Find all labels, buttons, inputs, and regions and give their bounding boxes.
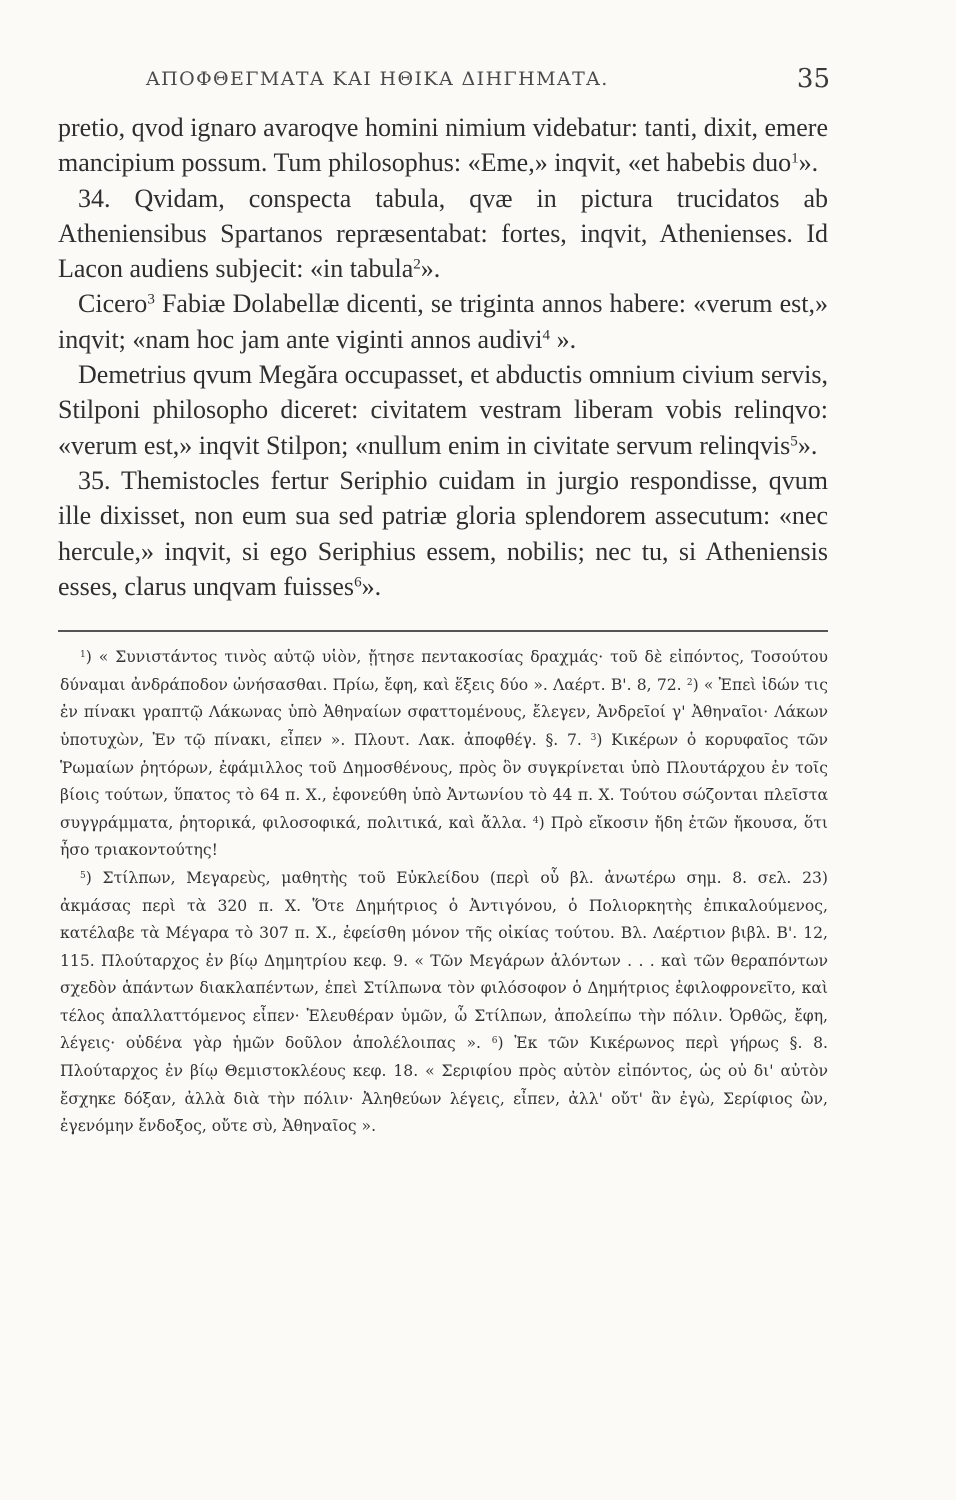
footnote-divider (58, 630, 828, 632)
footnote-5: $^5$) Στίλπων, Μεγαρεὺς, μαθητὴς τοῦ Εὐκλείδου (περὶ οὗ βλ. ἀνωτέρω σημ. 8. σελ. 23) ἀκμάσας περὶ τὰ 320 π. Χ. Ὅτε Δημήτριος ὁ Ἀντιγόνου, ὁ Πολιορκητὴς ἐπικαλούμενος, κατέλαβε τὰ Μέγαρα τὸ 307 π. Χ., ἐφείσθη μόνον τῆς οἰκίας τούτου. Βλ. Λαέρτιον βιβλ. Β'. 12, 115. Πλούταρχος ἐν βίῳ Δημητρίου κεφ. 9. « Τῶν Μεγάρων ἁλόντων . . . καὶ τῶν θεραπόντων σχεδὸν ἁπάντων διακλαπέντων, ἐπεὶ Στίλπωνα τὸν φιλόσοφον ὁ Δημήτριος ἐφιλοφρονεῖτο, καὶ τέλος ἀπαλλαττόμενος εἶπεν· Ἐλευθέραν ὑμῶν, ὦ Στίλπων, ἀπολείπω τὴν πόλιν. Ὀρθῶς, ἔφη, λέγεις· οὐδένα γὰρ ἡμῶν δοῦλον ἀπολέλοιπας ». $^6$) Ἐκ τῶν Κικέρωνος περὶ γήρως §. 8. Πλούταρχος ἐν βίῳ Θεμιστοκλέους κεφ. 18. « Σεριφίου πρὸς αὐτὸν εἰπόντος, ὡς οὐ δι' αὐτὸν ἔσχηκε δόξαν, ἀλλὰ διὰ τὴν πόλιν· Ἀληθεύων λέγεις, εἶπεν, ἀλλ' οὔτ' ἂν ἐγὼ, Σερίφιος ὢν, ἐγενόμην ἔνδοξος, οὔτε σὺ, Ἀθηναῖος ». (60, 868, 828, 1136)
paragraph-end: ». (550, 324, 577, 354)
page-header (58, 64, 830, 108)
footnote-marker: 4 (532, 815, 539, 826)
paragraph-text: 34. Qvidam, conspecta tabula, qvæ in pictura trucidatos ab Atheniensibus Spartanos repræsentabat: fortes, inqvit, Athenienses. Id Lacon audiens subjecit: «in tabula (58, 183, 828, 284)
paragraph-end: ». (420, 254, 441, 284)
paragraph-cicero (58, 286, 828, 357)
footnotes (60, 644, 828, 1141)
paragraph-text: pretio, qvod ignaro avaroqve homini nimium videbatur: tanti, dixit, emere mancipium possum. Tum philosophus: «Eme,» inqvit, «et habebis duo (58, 113, 828, 178)
footnote-1: $^1$) « Συνιστάντος τινὸς αὐτῷ υἱὸν, ᾔτησε πεντακοσίας δραχμάς· τοῦ δὲ εἰπόντος, Τοσούτου δύναμαι ἀνδράποδον ὠνήσασθαι. Πρίω, ἔφη, καὶ ἕξεις δύο ». Λαέρτ. Β'. 8, 72. $^2$) « Ἐπεὶ ἰδών τις ἐν πίνακι γραπτῷ Λάκωνας ὑπὸ Ἀθηναίων σφαττομένους, ἔλεγεν, Ἀνδρεῖοί γ' Ἀθηναῖοι· Λάκων ὑποτυχὼν, Ἐν τῷ πίνακι, εἶπεν ». Πλουτ. Λακ. ἀποφθέγ. §. 7. $^3$) Κικέρων ὁ κορυφαῖος τῶν Ῥωμαίων ῥητόρων, ἐφάμιλλος τοῦ Δημοσθένους, πρὸς ὃν συγκρίνεται ὑπὸ Πλουτάρχου ἐν τοῖς βίοις τούτων, ὕπατος τὸ 64 π. Χ., ἐφονεύθη ὑπὸ Ἀντωνίου τὸ 44 π. Χ. Τούτου σώζονται πλεῖστα συγγράμματα, ῥητορικά, φιλοσοφικά, πολιτικά, καὶ ἄλλα. $^4$) Πρὸ εἴκοσιν ἤδη ἐτῶν ἤκουσα, ὅτι ἦσο τριακοντούτης! (60, 648, 828, 860)
footnote-ref: 5 (790, 433, 798, 450)
paragraph-1 (58, 110, 828, 181)
footnote-marker: 6 (491, 1036, 498, 1047)
footnote-ref: 6 (354, 574, 362, 591)
footnote-text: « Ἐπεὶ ἰδών τις ἐν πίνακι γραπτῷ Λάκωνας ὑπὸ Ἀθηναίων σφαττομένους, ἔλεγεν, Ἀνδρεῖοί γ' Ἀθηναῖοι· Λάκων ὑποτυχὼν, Ἐν τῷ πίνακι, εἶπεν ». Πλουτ. Λακ. ἀποφθέγ. §. 7. (60, 675, 828, 749)
footnote-ref: 2 (413, 256, 421, 273)
footnote-text: Ἐκ τῶν Κικέρωνος περὶ γήρως §. 8. Πλούταρχος ἐν βίῳ Θεμιστοκλέους κεφ. 18. « Σεριφίου πρὸς αὐτὸν εἰπόντος, ὡς οὐ δι' αὐτὸν ἔσχηκε δόξαν, ἀλλὰ διὰ τὴν πόλιν· Ἀληθεύων λέγεις, εἶπεν, ἀλλ' οὔτ' ἂν ἐγὼ, Σερίφιος ὢν, ἐγενόμην ἔνδοξος, οὔτε σὺ, Ἀθηναῖος ». (60, 1034, 828, 1136)
footnote-marker: 3 (590, 732, 597, 743)
footnote-ref: 4 (542, 327, 551, 344)
footnote-ref: 1 (791, 151, 799, 168)
paragraph-end: ». (797, 430, 818, 460)
footnote-marker: 2 (686, 677, 693, 688)
footnote-text: Κικέρων ὁ κορυφαῖος τῶν Ῥωμαίων ῥητόρων, ἐφάμιλλος τοῦ Δημοσθένους, πρὸς ὃν συγκρίνεται ὑπὸ Πλουτάρχου ἐν τοῖς βίοις τούτων, ὕπατος τὸ 64 π. Χ., ἐφονεύθη ὑπὸ Ἀντωνίου τὸ 44 π. Χ. Τούτου σώζονται πλεῖστα συγγράμματα, ῥητορικά, φιλοσοφικά, πολιτικά, καὶ ἄλλα. (60, 730, 828, 832)
footnote-marker: 5 (80, 870, 86, 881)
main-text (58, 110, 828, 604)
footnote-text: Πρὸ εἴκοσιν ἤδη ἐτῶν ἤκουσα, ὅτι ἦσο τριακοντούτης! (60, 813, 828, 860)
paragraph-text: Fabiæ Dolabellæ dicenti, se triginta annos habere: «verum est,» inqvit; «nam hoc jam ante viginti annos audivi (58, 289, 828, 354)
paragraph-end: ». (361, 571, 382, 601)
footnote-ref: 3 (147, 292, 155, 309)
page-number: 35 (796, 64, 830, 94)
footnote-marker: 1 (80, 650, 86, 661)
paragraph-35 (58, 463, 828, 604)
paragraph-demetrius (58, 357, 828, 463)
paragraph-34 (58, 181, 828, 287)
book-page (58, 64, 830, 1141)
paragraph-text: Demetrius qvum Megăra occupasset, et abductis omnium civium servis, Stilponi philosopho diceret: civitatem vestram liberam vobis relinqvo: «verum est,» inqvit Stilpon; «nullum enim in civitate servum relinqvis (58, 360, 828, 460)
running-title: ΑΠΟΦΘΕΓΜΑΤΑ ΚΑΙ ΗΘΙΚΑ ΔΙΗΓΗΜΑΤΑ. (146, 68, 609, 90)
footnote-text: « Συνιστάντος τινὸς αὐτῷ υἱὸν, ᾔτησε πεντακοσίας δραχμάς· τοῦ δὲ εἰπόντος, Τοσούτου δύναμαι ἀνδράποδον ὠνήσασθαι. Πρίω, ἔφη, καὶ ἕξεις δύο ». Λαέρτ. Β'. 8, 72. (60, 648, 828, 694)
paragraph-text: Cicero (78, 289, 148, 319)
paragraph-end: ». (798, 148, 819, 178)
footnote-text: Στίλπων, Μεγαρεὺς, μαθητὴς τοῦ Εὐκλείδου (περὶ οὗ βλ. ἀνωτέρω σημ. 8. σελ. 23) ἀκμάσας περὶ τὰ 320 π. Χ. Ὅτε Δημήτριος ὁ Ἀντιγόνου, ὁ Πολιορκητὴς ἐπικαλούμενος, κατέλαβε τὰ Μέγαρα τὸ 307 π. Χ., ἐφείσθη μόνον τῆς οἰκίας τούτου. Βλ. Λαέρτιον βιβλ. Β'. 12, 115. Πλούταρχος ἐν βίῳ Δημητρίου κεφ. 9. « Τῶν Μεγάρων ἁλόντων . . . καὶ τῶν θεραπόντων σχεδὸν ἁπάντων διακλαπέντων, ἐπεὶ Στίλπωνα τὸν φιλόσοφον ὁ Δημήτριος ἐφιλοφρονεῖτο, καὶ τέλος ἀπαλλαττόμενος εἶπεν· Ἐλευθέραν ὑμῶν, ὦ Στίλπων, ἀπολείπω τὴν πόλιν. Ὀρθῶς, ἔφη, λέγεις· οὐδένα γὰρ ἡμῶν δοῦλον ἀπολέλοιπας ». (60, 868, 828, 1053)
paragraph-text: 35. Themistocles fertur Seriphio cuidam in jurgio respondisse, qvum ille dixisset, non eum sua sed patriæ gloria splendorem assecutum: «nec hercule,» inqvit, si ego Seriphius essem, nobilis; nec tu, si Atheniensis esses, clarus unqvam fuisses (58, 465, 828, 601)
